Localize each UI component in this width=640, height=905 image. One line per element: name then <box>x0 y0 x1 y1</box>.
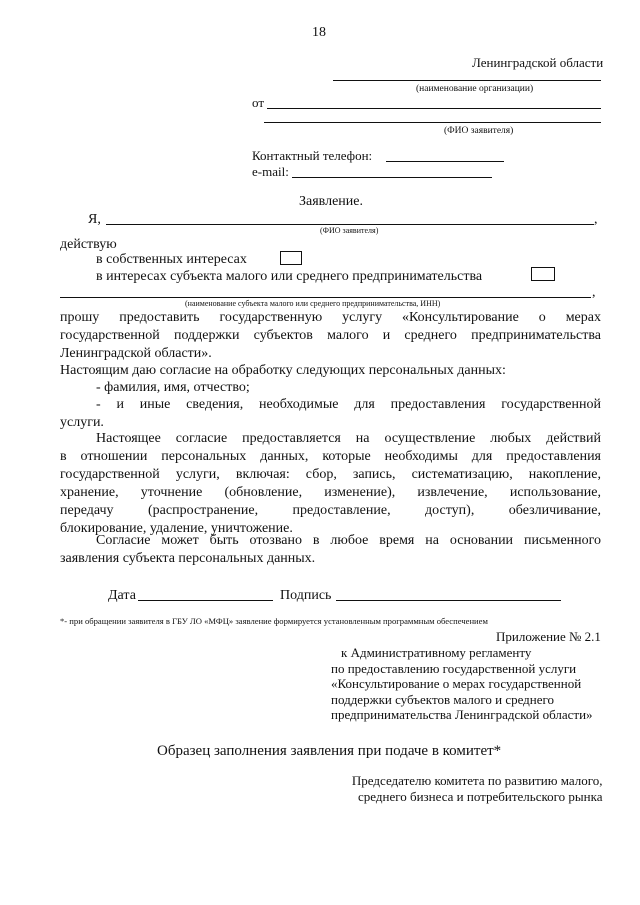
date-label: Дата <box>108 588 136 603</box>
phone-field[interactable] <box>386 161 504 162</box>
date-field[interactable] <box>138 600 273 601</box>
appendix-line-1: к Административному регламенту <box>341 645 532 660</box>
consent-item-2-line-1: - и иные сведения, необходимые для предоставления государственной <box>96 397 601 412</box>
email-label: e-mail: <box>252 164 289 179</box>
appendix-number: Приложение № 2.1 <box>496 629 601 644</box>
appendix-reference <box>331 645 593 723</box>
revoke-line-1: Согласие может быть отозвано в любое время на основании письменного <box>96 533 601 548</box>
option-business-label: в интересах субъекта малого или среднего предпринимательства <box>96 269 483 284</box>
consent-scope-paragraph <box>60 430 601 538</box>
comma-mark-2: , <box>592 285 596 300</box>
scope-line-4: хранение, уточнение (обновление, изменение), извлечение, использование, <box>60 485 601 500</box>
revoke-line-2: заявления субъекта персональных данных. <box>60 551 316 566</box>
consent-item-2-line-2: услуги. <box>60 415 104 430</box>
from-line[interactable] <box>267 108 601 109</box>
page-number: 18 <box>312 25 326 40</box>
footnote: *- при обращении заявителя в ГБУ ЛО «МФЦ» заявление формируется установленным программным обеспечением <box>60 616 488 626</box>
org-name-line[interactable] <box>333 80 601 81</box>
scope-line-5: передачу (распространение, предоставление, доступ), обезличивание, <box>60 503 601 518</box>
region-text: Ленинградской области <box>472 55 604 70</box>
addressee-block <box>351 773 602 805</box>
request-line-3: Ленинградской области». <box>60 346 212 361</box>
consent-intro: Настоящим даю согласие на обработку следующих персональных данных: <box>60 363 506 378</box>
scope-line-1: Настоящее согласие предоставляется на осуществление любых действий <box>96 431 601 446</box>
comma-mark: , <box>594 212 598 227</box>
org-caption: (наименование организации) <box>416 84 534 94</box>
scope-line-2: в отношении персональных данных, которые необходимы для предоставления <box>60 449 601 464</box>
subject-name-line[interactable] <box>60 297 591 298</box>
consent-item-1: - фамилия, имя, отчество; <box>96 380 250 395</box>
acting-label: действую <box>60 237 117 252</box>
request-paragraph <box>60 309 601 363</box>
option-own-label: в собственных интересах <box>96 252 247 267</box>
appendix-line-3: «Консультирование о мерах государственной <box>331 676 582 691</box>
consent-item-2 <box>60 396 601 432</box>
appendix-line-4: поддержки субъектов малого и среднего <box>331 691 555 707</box>
applicant-name-line[interactable] <box>106 224 594 225</box>
request-line-1: прошу предоставить государственную услугу «Консультирование о мерах <box>60 310 601 325</box>
addressee-line-2: среднего бизнеса и потребительского рынка <box>358 789 603 804</box>
ya-label: Я, <box>88 212 101 227</box>
option-own-checkbox[interactable] <box>280 251 302 265</box>
addressee-line-1: Председателю комитета по развитию малого, <box>351 773 603 788</box>
email-field[interactable] <box>292 177 492 178</box>
phone-label: Контактный телефон: <box>252 148 373 163</box>
revoke-paragraph <box>60 532 601 568</box>
signature-label: Подпись <box>280 588 332 603</box>
fio-caption-header: (ФИО заявителя) <box>444 126 514 136</box>
option-business-checkbox[interactable] <box>531 267 555 281</box>
appendix-line-2: по предоставлению государственной услуги <box>331 660 577 676</box>
scope-line-3: государственной услуги, включая: сбор, запись, систематизацию, накопление, <box>60 467 601 482</box>
form-title: Заявление. <box>299 194 363 209</box>
scope-line-6: блокирование, удаление, уничтожение. <box>60 521 293 536</box>
from-label: от <box>252 95 265 110</box>
from-line-2[interactable] <box>264 122 601 123</box>
sample-title: Образец заполнения заявления при подаче в комитет* <box>157 743 502 759</box>
subject-caption: (наименование субъекта малого или среднего предпринимательства, ИНН) <box>185 299 441 308</box>
request-line-2: государственной поддержки субъектов малого и среднего предпринимательства <box>60 328 601 343</box>
fio-caption-form: (ФИО заявителя) <box>320 226 379 235</box>
signature-field[interactable] <box>336 600 561 601</box>
appendix-line-5: предпринимательства Ленинградской области» <box>331 707 593 722</box>
